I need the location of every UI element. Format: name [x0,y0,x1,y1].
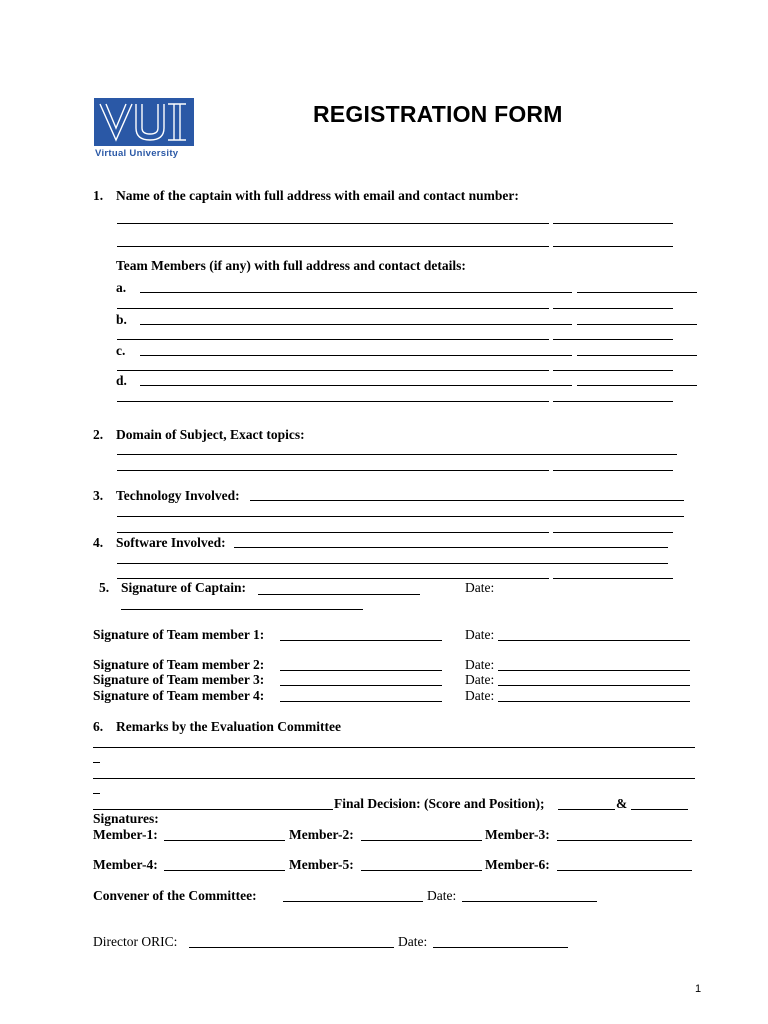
remarks-line-2-wrap [93,793,100,794]
final-decision-ampersand: & [616,796,628,811]
member-6-label: Member-6: [485,857,550,872]
captain-signature-line[interactable] [258,594,420,595]
domain-line-1[interactable] [117,454,677,455]
remarks-line-2[interactable] [93,778,695,779]
member-1-line[interactable] [164,840,285,841]
team-member-1-signature-label: Signature of Team member 1: [93,627,265,642]
director-date-line[interactable] [433,947,568,948]
technology-line-1[interactable] [250,500,684,501]
section-3-heading: Technology Involved: [116,488,240,503]
convener-label: Convener of the Committee: [93,888,257,903]
member-b-line-1[interactable] [140,324,572,325]
section-2-number: 2. [93,427,104,442]
member-d-line-2[interactable] [117,401,549,402]
director-signature-line[interactable] [189,947,394,948]
software-line-3b[interactable] [553,578,673,579]
domain-line-2b[interactable] [553,470,673,471]
member-1-label: Member-1: [93,827,158,842]
captain-signature-line-2[interactable] [121,609,363,610]
member-item-c-label: c. [116,343,126,358]
captain-line-2[interactable] [117,246,549,247]
director-oric-label: Director ORIC: [93,934,178,949]
convener-date-line[interactable] [462,901,597,902]
member-item-d-label: d. [116,373,127,388]
section-6-heading: Remarks by the Evaluation Committee [116,719,341,734]
member-a-line-2[interactable] [117,308,549,309]
team-member-3-signature-line[interactable] [280,685,442,686]
page-title: REGISTRATION FORM [313,101,563,127]
team-member-2-date-label: Date: [465,657,495,672]
logo-caption: Virtual University [95,148,179,159]
member-d-line-1[interactable] [140,385,572,386]
section-3-number: 3. [93,488,104,503]
team-member-2-date-line[interactable] [498,670,690,671]
vu-logo-mark-icon [94,98,194,146]
team-member-2-signature-label: Signature of Team member 2: [93,657,265,672]
team-member-3-signature-label: Signature of Team member 3: [93,672,265,687]
team-member-3-date-line[interactable] [498,685,690,686]
section-5-number: 5. [99,580,110,595]
convener-date-label: Date: [427,888,457,903]
team-member-3-date-label: Date: [465,672,495,687]
team-members-heading: Team Members (if any) with full address and contact details: [116,258,466,273]
final-score-line[interactable] [558,809,615,810]
member-a-line-1b[interactable] [577,292,697,293]
team-member-4-signature-label: Signature of Team member 4: [93,688,265,703]
captain-line-2b[interactable] [553,246,673,247]
university-logo [94,98,194,146]
member-a-line-2b[interactable] [553,308,673,309]
signatures-label: Signatures: [93,811,159,826]
member-c-line-2b[interactable] [553,370,673,371]
member-a-line-1[interactable] [140,292,572,293]
member-3-line[interactable] [557,840,692,841]
member-b-line-1b[interactable] [577,324,697,325]
member-b-line-2b[interactable] [553,339,673,340]
member-3-label: Member-3: [485,827,550,842]
member-d-line-1b[interactable] [577,385,697,386]
final-decision-label: Final Decision: (Score and Position); [334,796,545,811]
final-position-line[interactable] [631,809,688,810]
member-5-label: Member-5: [289,857,354,872]
member-item-a-label: a. [116,280,127,295]
captain-signature-label: Signature of Captain: [121,580,247,595]
member-d-line-2b[interactable] [553,401,673,402]
software-line-1[interactable] [234,547,668,548]
software-line-2[interactable] [117,563,668,564]
team-member-1-date-label: Date: [465,627,495,642]
director-date-label: Date: [398,934,428,949]
page-number: 1 [695,983,702,995]
captain-line-1[interactable] [117,223,549,224]
section-4-number: 4. [93,535,104,550]
member-5-line[interactable] [361,870,482,871]
technology-line-3[interactable] [117,532,549,533]
remarks-line-3[interactable] [93,809,333,810]
team-member-4-date-line[interactable] [498,701,690,702]
member-c-line-2[interactable] [117,370,549,371]
captain-line-1b[interactable] [553,223,673,224]
member-6-line[interactable] [557,870,692,871]
section-2-heading: Domain of Subject, Exact topics: [116,427,305,442]
team-member-4-date-label: Date: [465,688,495,703]
domain-line-2[interactable] [117,470,549,471]
team-member-2-signature-line[interactable] [280,670,442,671]
remarks-line-1[interactable] [93,747,695,748]
member-item-b-label: b. [116,312,127,327]
section-4-heading: Software Involved: [116,535,226,550]
technology-line-3b[interactable] [553,532,673,533]
member-c-line-1[interactable] [140,355,572,356]
section-1-number: 1. [93,188,104,203]
technology-line-2[interactable] [117,516,684,517]
convener-signature-line[interactable] [283,901,423,902]
team-member-4-signature-line[interactable] [280,701,442,702]
member-4-line[interactable] [164,870,285,871]
member-2-label: Member-2: [289,827,354,842]
captain-date-label: Date: [465,580,495,595]
member-2-line[interactable] [361,840,482,841]
member-b-line-2[interactable] [117,339,549,340]
section-6-number: 6. [93,719,104,734]
member-c-line-1b[interactable] [577,355,697,356]
remarks-line-1-wrap [93,762,100,763]
software-line-3[interactable] [117,578,549,579]
team-member-1-date-line[interactable] [498,640,690,641]
member-4-label: Member-4: [93,857,158,872]
team-member-1-signature-line[interactable] [280,640,442,641]
section-1-heading: Name of the captain with full address with email and contact number: [116,188,519,203]
